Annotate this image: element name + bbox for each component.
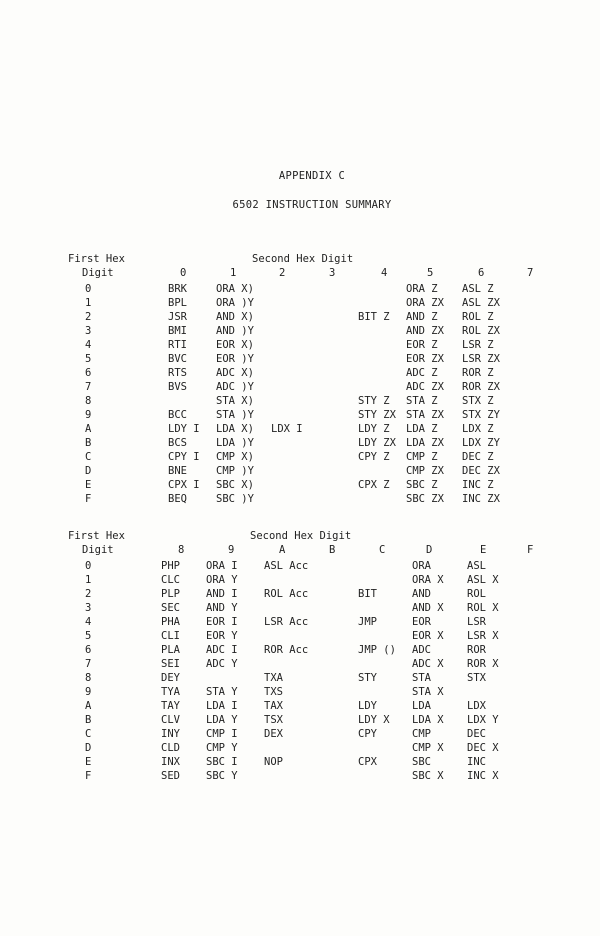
row-digit: B: [85, 437, 92, 449]
table-row: [0, 630, 600, 644]
instruction-cell: NOP: [264, 756, 283, 768]
row-digit: 0: [85, 560, 92, 572]
instruction-cell: STY Z: [358, 395, 390, 407]
instruction-cell: EOR X: [412, 630, 444, 642]
instruction-cell: CLD: [161, 742, 180, 754]
instruction-cell: ORA ZX: [406, 297, 444, 309]
row-digit: 6: [85, 644, 92, 656]
instruction-cell: ORA X): [216, 283, 254, 295]
instruction-cell: AND X): [216, 311, 254, 323]
instruction-cell: LSR Acc: [264, 616, 309, 628]
instruction-cell: ADC I: [206, 644, 238, 656]
table-row: [0, 574, 600, 588]
instruction-cell: LDA Y: [206, 714, 238, 726]
instruction-cell: ROR: [467, 644, 486, 656]
instruction-cell: RTI: [168, 339, 187, 351]
instruction-cell: LDA X: [412, 714, 444, 726]
instruction-cell: INC: [467, 756, 486, 768]
table-row: [0, 451, 600, 465]
instruction-cell: CMP X): [216, 451, 254, 463]
row-digit: 4: [85, 339, 92, 351]
column-header: A: [279, 544, 286, 556]
instruction-cell: STA Y: [206, 686, 238, 698]
instruction-cell: BMI: [168, 325, 187, 337]
row-digit: A: [85, 700, 92, 712]
column-header: 9: [228, 544, 235, 556]
instruction-cell: ADC Y: [206, 658, 238, 670]
instruction-cell: EOR Z: [406, 339, 438, 351]
instruction-cell: TAX: [264, 700, 283, 712]
summary-title: 6502 INSTRUCTION SUMMARY: [232, 199, 392, 211]
row-digit: 8: [85, 395, 92, 407]
instruction-cell: EOR X): [216, 339, 254, 351]
instruction-cell: CMP ZX: [406, 465, 444, 477]
column-header: 5: [427, 267, 434, 279]
column-header: 0: [180, 267, 187, 279]
table-row: [0, 479, 600, 493]
instruction-cell: PLA: [161, 644, 180, 656]
instruction-cell: JMP: [358, 616, 377, 628]
instruction-cell: STA ZX: [406, 409, 444, 421]
instruction-cell: JMP (): [358, 644, 396, 656]
table-row: [0, 395, 600, 409]
instruction-cell: SBC )Y: [216, 493, 254, 505]
instruction-cell: ADC X): [216, 367, 254, 379]
instruction-cell: LDY I: [168, 423, 200, 435]
table-row: [0, 686, 600, 700]
instruction-cell: EOR I: [206, 616, 238, 628]
column-header: E: [480, 544, 487, 556]
instruction-cell: LSR Z: [462, 339, 494, 351]
row-digit: F: [85, 493, 92, 505]
column-header: D: [426, 544, 433, 556]
table-row: [0, 756, 600, 770]
table-row: [0, 465, 600, 479]
instruction-cell: PHP: [161, 560, 180, 572]
instruction-cell: ORA )Y: [216, 297, 254, 309]
row-digit: 9: [85, 409, 92, 421]
instruction-cell: ADC Z: [406, 367, 438, 379]
instruction-cell: ASL Z: [462, 283, 494, 295]
row-digit: E: [85, 756, 92, 768]
instruction-cell: ROL Z: [462, 311, 494, 323]
row-digit: 8: [85, 672, 92, 684]
instruction-cell: SBC Y: [206, 770, 238, 782]
column-header: B: [329, 544, 336, 556]
instruction-cell: LDX Y: [467, 714, 499, 726]
table-row: [0, 616, 600, 630]
column-header: 6: [478, 267, 485, 279]
table-row: [0, 325, 600, 339]
instruction-cell: BVC: [168, 353, 187, 365]
digit-label: Digit: [82, 267, 114, 279]
instruction-cell: LDA )Y: [216, 437, 254, 449]
instruction-cell: SBC X): [216, 479, 254, 491]
instruction-cell: CLV: [161, 714, 180, 726]
first-hex-label: First Hex: [68, 530, 125, 542]
instruction-cell: INC X: [467, 770, 499, 782]
instruction-cell: SEC: [161, 602, 180, 614]
instruction-cell: JSR: [168, 311, 187, 323]
instruction-cell: CMP X: [412, 742, 444, 754]
instruction-cell: ASL ZX: [462, 297, 500, 309]
instruction-cell: TSX: [264, 714, 283, 726]
instruction-cell: ROR ZX: [462, 381, 500, 393]
instruction-cell: CPY I: [168, 451, 200, 463]
instruction-cell: BCS: [168, 437, 187, 449]
instruction-cell: ROL Acc: [264, 588, 309, 600]
table-row: [0, 714, 600, 728]
instruction-cell: AND X: [412, 602, 444, 614]
column-header: 3: [329, 267, 336, 279]
instruction-cell: DEC: [467, 728, 486, 740]
instruction-cell: CPX Z: [358, 479, 390, 491]
table-row: [0, 409, 600, 423]
row-digit: 7: [85, 381, 92, 393]
table-row: [0, 297, 600, 311]
instruction-cell: LDY ZX: [358, 437, 396, 449]
instruction-cell: INY: [161, 728, 180, 740]
instruction-cell: BIT: [358, 588, 377, 600]
instruction-cell: CPY: [358, 728, 377, 740]
row-digit: 2: [85, 588, 92, 600]
instruction-cell: TAY: [161, 700, 180, 712]
row-digit: C: [85, 451, 92, 463]
row-digit: 0: [85, 283, 92, 295]
instruction-cell: CMP Z: [406, 451, 438, 463]
instruction-cell: STX Z: [462, 395, 494, 407]
instruction-cell: BCC: [168, 409, 187, 421]
second-hex-label: Second Hex Digit: [252, 253, 354, 265]
instruction-cell: STX: [467, 672, 486, 684]
row-digit: 5: [85, 353, 92, 365]
instruction-cell: CPX I: [168, 479, 200, 491]
instruction-cell: STA )Y: [216, 409, 254, 421]
instruction-cell: AND )Y: [216, 325, 254, 337]
instruction-cell: LDX I: [271, 423, 303, 435]
instruction-cell: DEC ZX: [462, 465, 500, 477]
instruction-cell: RTS: [168, 367, 187, 379]
instruction-cell: LDA: [412, 700, 431, 712]
instruction-cell: ORA: [412, 560, 431, 572]
row-digit: C: [85, 728, 92, 740]
row-digit: E: [85, 479, 92, 491]
instruction-cell: LSR: [467, 616, 486, 628]
instruction-cell: SED: [161, 770, 180, 782]
column-header: C: [379, 544, 386, 556]
instruction-cell: CPY Z: [358, 451, 390, 463]
instruction-cell: BEQ: [168, 493, 187, 505]
row-digit: 3: [85, 602, 92, 614]
instruction-cell: LDY: [358, 700, 377, 712]
instruction-cell: BIT Z: [358, 311, 390, 323]
table-row: [0, 644, 600, 658]
instruction-cell: CPX: [358, 756, 377, 768]
instruction-cell: DEX: [264, 728, 283, 740]
table-row: [0, 700, 600, 714]
instruction-cell: BPL: [168, 297, 187, 309]
table-row: [0, 437, 600, 451]
table-row: [0, 770, 600, 784]
instruction-cell: LDY X: [358, 714, 390, 726]
table-row: [0, 602, 600, 616]
column-header: 2: [279, 267, 286, 279]
instruction-cell: DEC X: [467, 742, 499, 754]
instruction-cell: TYA: [161, 686, 180, 698]
instruction-cell: ORA X: [412, 574, 444, 586]
instruction-cell: LDA I: [206, 700, 238, 712]
column-header: 7: [527, 267, 534, 279]
row-digit: 1: [85, 574, 92, 586]
instruction-cell: SBC Z: [406, 479, 438, 491]
instruction-cell: ROR Z: [462, 367, 494, 379]
table-row: [0, 367, 600, 381]
digit-label: Digit: [82, 544, 114, 556]
table-row: [0, 339, 600, 353]
row-digit: D: [85, 742, 92, 754]
instruction-cell: EOR )Y: [216, 353, 254, 365]
instruction-cell: LDX: [467, 700, 486, 712]
instruction-cell: EOR ZX: [406, 353, 444, 365]
instruction-cell: STA X): [216, 395, 254, 407]
table-row: [0, 588, 600, 602]
instruction-cell: PHA: [161, 616, 180, 628]
table-row: [0, 493, 600, 507]
instruction-cell: ROL ZX: [462, 325, 500, 337]
instruction-cell: ROL X: [467, 602, 499, 614]
instruction-cell: CMP I: [206, 728, 238, 740]
table-row: [0, 283, 600, 297]
column-header: 4: [381, 267, 388, 279]
instruction-cell: CMP Y: [206, 742, 238, 754]
instruction-cell: ROL: [467, 588, 486, 600]
row-digit: 4: [85, 616, 92, 628]
instruction-cell: SBC: [412, 756, 431, 768]
instruction-cell: LSR X: [467, 630, 499, 642]
instruction-cell: CMP )Y: [216, 465, 254, 477]
instruction-cell: AND: [412, 588, 431, 600]
instruction-cell: EOR Y: [206, 630, 238, 642]
row-digit: A: [85, 423, 92, 435]
row-digit: 3: [85, 325, 92, 337]
instruction-cell: SEI: [161, 658, 180, 670]
instruction-cell: SBC X: [412, 770, 444, 782]
instruction-cell: LSR ZX: [462, 353, 500, 365]
instruction-cell: STX ZY: [462, 409, 500, 421]
row-digit: 2: [85, 311, 92, 323]
instruction-cell: STY ZX: [358, 409, 396, 421]
column-header: 8: [178, 544, 185, 556]
instruction-cell: ROR Acc: [264, 644, 309, 656]
instruction-cell: ORA I: [206, 560, 238, 572]
instruction-cell: STA X: [412, 686, 444, 698]
instruction-cell: LDA Z: [406, 423, 438, 435]
instruction-cell: ORA Z: [406, 283, 438, 295]
column-header: 1: [230, 267, 237, 279]
row-digit: F: [85, 770, 92, 782]
instruction-cell: EOR: [412, 616, 431, 628]
instruction-cell: AND Z: [406, 311, 438, 323]
instruction-cell: ASL X: [467, 574, 499, 586]
row-digit: D: [85, 465, 92, 477]
instruction-cell: STA: [412, 672, 431, 684]
appendix-title: APPENDIX C: [278, 170, 346, 182]
first-hex-label: First Hex: [68, 253, 125, 265]
instruction-cell: TXS: [264, 686, 283, 698]
instruction-cell: ADC: [412, 644, 431, 656]
instruction-cell: STA Z: [406, 395, 438, 407]
row-digit: B: [85, 714, 92, 726]
instruction-cell: ADC )Y: [216, 381, 254, 393]
instruction-cell: INC Z: [462, 479, 494, 491]
instruction-cell: ADC ZX: [406, 381, 444, 393]
row-digit: 1: [85, 297, 92, 309]
instruction-cell: LDA X): [216, 423, 254, 435]
instruction-cell: SBC I: [206, 756, 238, 768]
instruction-cell: INC ZX: [462, 493, 500, 505]
second-hex-label: Second Hex Digit: [250, 530, 352, 542]
table-row: [0, 381, 600, 395]
instruction-cell: CLC: [161, 574, 180, 586]
instruction-cell: STY: [358, 672, 377, 684]
instruction-cell: AND ZX: [406, 325, 444, 337]
instruction-cell: BVS: [168, 381, 187, 393]
instruction-cell: INX: [161, 756, 180, 768]
instruction-cell: LDX ZY: [462, 437, 500, 449]
row-digit: 9: [85, 686, 92, 698]
instruction-cell: SBC ZX: [406, 493, 444, 505]
instruction-cell: AND Y: [206, 602, 238, 614]
table-row: [0, 353, 600, 367]
table-row: [0, 311, 600, 325]
instruction-cell: CLI: [161, 630, 180, 642]
row-digit: 7: [85, 658, 92, 670]
instruction-cell: ORA Y: [206, 574, 238, 586]
instruction-cell: ASL Acc: [264, 560, 309, 572]
instruction-cell: BRK: [168, 283, 187, 295]
table-row: [0, 742, 600, 756]
instruction-cell: ADC X: [412, 658, 444, 670]
table-row: [0, 728, 600, 742]
instruction-cell: TXA: [264, 672, 283, 684]
instruction-cell: LDA ZX: [406, 437, 444, 449]
table-row: [0, 423, 600, 437]
instruction-cell: ROR X: [467, 658, 499, 670]
table-row: [0, 672, 600, 686]
instruction-cell: BNE: [168, 465, 187, 477]
row-digit: 5: [85, 630, 92, 642]
instruction-cell: ASL: [467, 560, 486, 572]
instruction-cell: CMP: [412, 728, 431, 740]
column-header: F: [527, 544, 534, 556]
instruction-cell: LDY Z: [358, 423, 390, 435]
instruction-cell: PLP: [161, 588, 180, 600]
instruction-cell: DEY: [161, 672, 180, 684]
table-row: [0, 560, 600, 574]
instruction-cell: DEC Z: [462, 451, 494, 463]
row-digit: 6: [85, 367, 92, 379]
table-row: [0, 658, 600, 672]
instruction-cell: LDX Z: [462, 423, 494, 435]
instruction-cell: AND I: [206, 588, 238, 600]
